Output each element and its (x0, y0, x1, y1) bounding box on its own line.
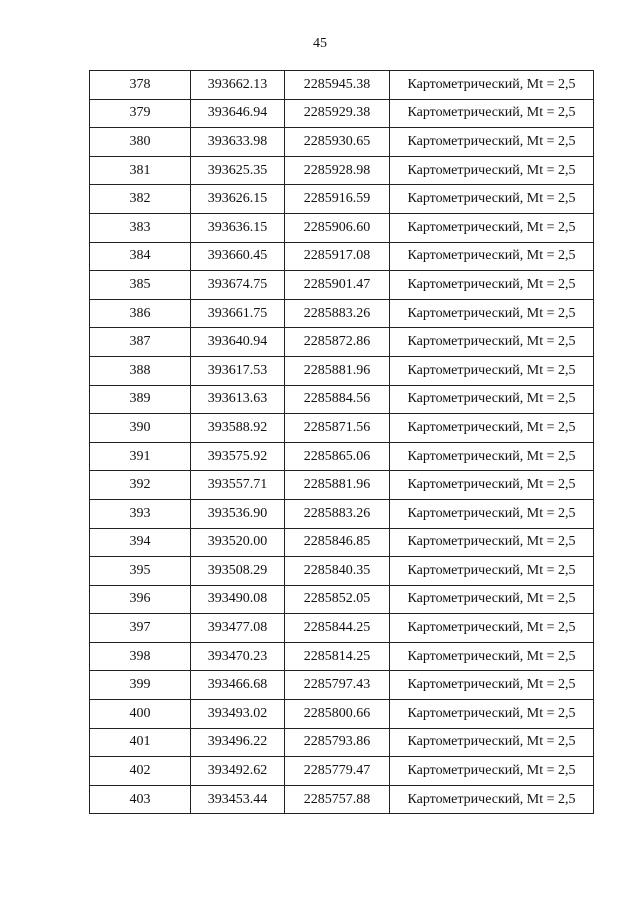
x-coordinate-cell: 393662.13 (191, 71, 285, 100)
method-cell: Картометрический, Mt = 2,5 (390, 614, 594, 643)
method-cell: Картометрический, Mt = 2,5 (390, 442, 594, 471)
point-number-cell: 398 (90, 642, 191, 671)
point-number-cell: 383 (90, 213, 191, 242)
method-cell: Картометрический, Mt = 2,5 (390, 299, 594, 328)
y-coordinate-cell: 2285917.08 (285, 242, 390, 271)
y-coordinate-cell: 2285928.98 (285, 156, 390, 185)
point-number-cell: 387 (90, 328, 191, 357)
method-cell: Картометрический, Mt = 2,5 (390, 585, 594, 614)
x-coordinate-cell: 393492.62 (191, 757, 285, 786)
page-number: 45 (313, 36, 327, 51)
y-coordinate-cell: 2285779.47 (285, 757, 390, 786)
x-coordinate-cell: 393466.68 (191, 671, 285, 700)
x-coordinate-cell: 393617.53 (191, 356, 285, 385)
y-coordinate-cell: 2285884.56 (285, 385, 390, 414)
x-coordinate-cell: 393453.44 (191, 785, 285, 814)
y-coordinate-cell: 2285852.05 (285, 585, 390, 614)
x-coordinate-cell: 393636.15 (191, 213, 285, 242)
x-coordinate-cell: 393626.15 (191, 185, 285, 214)
method-cell: Картометрический, Mt = 2,5 (390, 785, 594, 814)
method-cell: Картометрический, Mt = 2,5 (390, 356, 594, 385)
point-number-cell: 392 (90, 471, 191, 500)
method-cell: Картометрический, Mt = 2,5 (390, 557, 594, 586)
x-coordinate-cell: 393640.94 (191, 328, 285, 357)
method-cell: Картометрический, Mt = 2,5 (390, 700, 594, 729)
point-number-cell: 382 (90, 185, 191, 214)
y-coordinate-cell: 2285930.65 (285, 128, 390, 157)
y-coordinate-cell: 2285844.25 (285, 614, 390, 643)
point-number-cell: 378 (90, 71, 191, 100)
y-coordinate-cell: 2285757.88 (285, 785, 390, 814)
table-row (90, 356, 594, 385)
point-number-cell: 385 (90, 271, 191, 300)
point-number-cell: 388 (90, 356, 191, 385)
method-cell: Картометрический, Mt = 2,5 (390, 471, 594, 500)
x-coordinate-cell: 393536.90 (191, 499, 285, 528)
y-coordinate-cell: 2285945.38 (285, 71, 390, 100)
table-row (90, 128, 594, 157)
x-coordinate-cell: 393557.71 (191, 471, 285, 500)
point-number-cell: 401 (90, 728, 191, 757)
coordinates-table-body (90, 71, 594, 814)
table-row (90, 585, 594, 614)
method-cell: Картометрический, Mt = 2,5 (390, 156, 594, 185)
point-number-cell: 389 (90, 385, 191, 414)
method-cell: Картометрический, Mt = 2,5 (390, 185, 594, 214)
x-coordinate-cell: 393613.63 (191, 385, 285, 414)
x-coordinate-cell: 393633.98 (191, 128, 285, 157)
y-coordinate-cell: 2285883.26 (285, 499, 390, 528)
y-coordinate-cell: 2285916.59 (285, 185, 390, 214)
y-coordinate-cell: 2285814.25 (285, 642, 390, 671)
y-coordinate-cell: 2285846.85 (285, 528, 390, 557)
method-cell: Картометрический, Mt = 2,5 (390, 271, 594, 300)
x-coordinate-cell: 393496.22 (191, 728, 285, 757)
method-cell: Картометрический, Mt = 2,5 (390, 71, 594, 100)
table-row (90, 528, 594, 557)
table-row (90, 785, 594, 814)
table-row (90, 414, 594, 443)
table-row (90, 499, 594, 528)
table-row (90, 757, 594, 786)
table-row (90, 213, 594, 242)
method-cell: Картометрический, Mt = 2,5 (390, 128, 594, 157)
x-coordinate-cell: 393470.23 (191, 642, 285, 671)
point-number-cell: 399 (90, 671, 191, 700)
x-coordinate-cell: 393660.45 (191, 242, 285, 271)
y-coordinate-cell: 2285797.43 (285, 671, 390, 700)
y-coordinate-cell: 2285871.56 (285, 414, 390, 443)
table-row (90, 671, 594, 700)
x-coordinate-cell: 393674.75 (191, 271, 285, 300)
method-cell: Картометрический, Mt = 2,5 (390, 385, 594, 414)
point-number-cell: 393 (90, 499, 191, 528)
y-coordinate-cell: 2285881.96 (285, 356, 390, 385)
table-row (90, 99, 594, 128)
x-coordinate-cell: 393661.75 (191, 299, 285, 328)
method-cell: Картометрический, Mt = 2,5 (390, 528, 594, 557)
x-coordinate-cell: 393477.08 (191, 614, 285, 643)
y-coordinate-cell: 2285872.86 (285, 328, 390, 357)
table-row (90, 557, 594, 586)
table-row (90, 242, 594, 271)
method-cell: Картометрический, Mt = 2,5 (390, 642, 594, 671)
point-number-cell: 379 (90, 99, 191, 128)
table-row (90, 271, 594, 300)
point-number-cell: 397 (90, 614, 191, 643)
table-row (90, 71, 594, 100)
table-row (90, 185, 594, 214)
point-number-cell: 391 (90, 442, 191, 471)
x-coordinate-cell: 393508.29 (191, 557, 285, 586)
table-row (90, 642, 594, 671)
coordinates-table (89, 70, 594, 814)
method-cell: Картометрический, Mt = 2,5 (390, 671, 594, 700)
table-row (90, 328, 594, 357)
point-number-cell: 403 (90, 785, 191, 814)
method-cell: Картометрический, Mt = 2,5 (390, 414, 594, 443)
x-coordinate-cell: 393575.92 (191, 442, 285, 471)
x-coordinate-cell: 393646.94 (191, 99, 285, 128)
y-coordinate-cell: 2285793.86 (285, 728, 390, 757)
table-row (90, 700, 594, 729)
point-number-cell: 396 (90, 585, 191, 614)
point-number-cell: 390 (90, 414, 191, 443)
table-row (90, 385, 594, 414)
point-number-cell: 384 (90, 242, 191, 271)
x-coordinate-cell: 393520.00 (191, 528, 285, 557)
table-row (90, 614, 594, 643)
x-coordinate-cell: 393588.92 (191, 414, 285, 443)
method-cell: Картометрический, Mt = 2,5 (390, 242, 594, 271)
y-coordinate-cell: 2285800.66 (285, 700, 390, 729)
point-number-cell: 394 (90, 528, 191, 557)
x-coordinate-cell: 393490.08 (191, 585, 285, 614)
method-cell: Картометрический, Mt = 2,5 (390, 728, 594, 757)
table-row (90, 471, 594, 500)
method-cell: Картометрический, Mt = 2,5 (390, 757, 594, 786)
y-coordinate-cell: 2285901.47 (285, 271, 390, 300)
y-coordinate-cell: 2285883.26 (285, 299, 390, 328)
y-coordinate-cell: 2285881.96 (285, 471, 390, 500)
table-row (90, 728, 594, 757)
point-number-cell: 400 (90, 700, 191, 729)
x-coordinate-cell: 393625.35 (191, 156, 285, 185)
y-coordinate-cell: 2285906.60 (285, 213, 390, 242)
y-coordinate-cell: 2285865.06 (285, 442, 390, 471)
point-number-cell: 402 (90, 757, 191, 786)
point-number-cell: 386 (90, 299, 191, 328)
table-row (90, 442, 594, 471)
point-number-cell: 381 (90, 156, 191, 185)
method-cell: Картометрический, Mt = 2,5 (390, 328, 594, 357)
x-coordinate-cell: 393493.02 (191, 700, 285, 729)
method-cell: Картометрический, Mt = 2,5 (390, 213, 594, 242)
y-coordinate-cell: 2285840.35 (285, 557, 390, 586)
y-coordinate-cell: 2285929.38 (285, 99, 390, 128)
method-cell: Картометрический, Mt = 2,5 (390, 99, 594, 128)
point-number-cell: 380 (90, 128, 191, 157)
point-number-cell: 395 (90, 557, 191, 586)
table-row (90, 299, 594, 328)
table-row (90, 156, 594, 185)
method-cell: Картометрический, Mt = 2,5 (390, 499, 594, 528)
